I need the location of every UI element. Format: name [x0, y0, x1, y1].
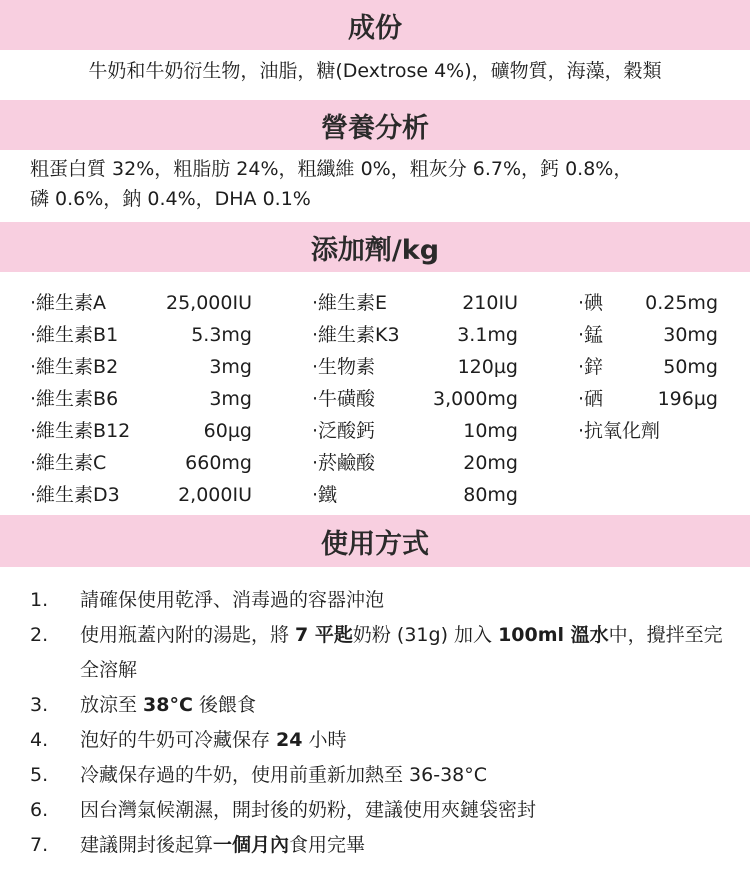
- additive-name: ‧維生素D3: [30, 484, 120, 506]
- additive-row: [30, 287, 252, 319]
- step-text-emphasis: 24: [276, 729, 303, 751]
- additive-value: 10mg: [463, 420, 518, 442]
- additive-row: [312, 479, 518, 511]
- additive-value: 50mg: [663, 356, 718, 378]
- additive-name: ‧鋅: [578, 356, 604, 378]
- usage-step: [30, 688, 730, 723]
- additive-name: ‧維生素E: [312, 292, 388, 314]
- step-text: [80, 723, 730, 758]
- usage-steps: [30, 583, 730, 863]
- additive-name: ‧維生素B1: [30, 324, 119, 346]
- additive-name: ‧牛磺酸: [312, 388, 376, 410]
- additives-column-3: [578, 287, 718, 447]
- additive-value: 196µg: [657, 388, 718, 410]
- additive-value: 60µg: [203, 420, 252, 442]
- step-number: 3.: [30, 694, 49, 716]
- step-number: 7.: [30, 834, 49, 856]
- usage-step: [30, 583, 730, 618]
- additive-row: [30, 319, 252, 351]
- step-text-part: 小時: [302, 729, 347, 751]
- additive-name: ‧維生素C: [30, 452, 107, 474]
- additive-value: 0.25mg: [645, 292, 718, 314]
- nutrition-line-2: 磷 0.6%，鈉 0.4%，DHA 0.1%: [30, 188, 311, 210]
- step-number: 2.: [30, 624, 49, 646]
- step-text-emphasis: 一個月內: [213, 834, 290, 856]
- additive-name: ‧抗氧化劑: [578, 420, 661, 442]
- additive-value: 30mg: [663, 324, 718, 346]
- step-text: [80, 758, 730, 793]
- additive-name: ‧維生素B2: [30, 356, 119, 378]
- additive-row: [30, 479, 252, 511]
- additive-row: [312, 415, 518, 447]
- additive-value: 2,000IU: [178, 484, 252, 506]
- nutrition-text: [30, 154, 730, 214]
- additive-value: 80mg: [463, 484, 518, 506]
- additive-name: ‧生物素: [312, 356, 376, 378]
- additive-name: ‧維生素A: [30, 292, 107, 314]
- additive-value: 660mg: [185, 452, 252, 474]
- additive-row: [578, 415, 718, 447]
- additive-name: ‧菸鹼酸: [312, 452, 376, 474]
- additive-row: [312, 319, 518, 351]
- usage-step: [30, 618, 730, 688]
- additive-row: [312, 383, 518, 415]
- additive-value: 5.3mg: [191, 324, 252, 346]
- step-number: 5.: [30, 764, 49, 786]
- step-text-emphasis: 7 平匙: [295, 624, 353, 646]
- additive-value: 120µg: [457, 356, 518, 378]
- additive-name: ‧鐵: [312, 484, 338, 506]
- step-text-part: 食用完畢: [289, 834, 366, 856]
- step-text-part: 放涼至: [80, 694, 144, 716]
- step-text-part: 使用瓶蓋內附的湯匙，將: [80, 624, 296, 646]
- usage-step: [30, 758, 730, 793]
- usage-step: [30, 828, 730, 863]
- step-text-part: 泡好的牛奶可冷藏保存: [80, 729, 277, 751]
- additive-value: 210IU: [462, 292, 518, 314]
- usage-heading: 使用方式: [0, 515, 750, 567]
- step-text-part: 請確保使用乾淨、消毒過的容器沖泡: [80, 589, 385, 611]
- step-text-part: 因台灣氣候潮濕，開封後的奶粉，建議使用夾鏈袋密封: [80, 799, 537, 821]
- step-number: 4.: [30, 729, 49, 751]
- additives-column-1: [30, 287, 252, 511]
- additives-heading: 添加劑/kg: [0, 222, 750, 272]
- additive-name: ‧碘: [578, 292, 604, 314]
- additive-row: [312, 351, 518, 383]
- additives-column-2: [312, 287, 518, 511]
- step-text-part: 奶粉 (31g) 加入: [352, 624, 499, 646]
- additive-row: [312, 287, 518, 319]
- step-text: [80, 583, 730, 618]
- additive-row: [30, 351, 252, 383]
- additive-name: ‧維生素B6: [30, 388, 119, 410]
- additive-name: ‧維生素B12: [30, 420, 131, 442]
- ingredients-text: 牛奶和牛奶衍生物，油脂，糖(Dextrose 4%)，礦物質，海藻，穀類: [88, 60, 662, 82]
- ingredients-heading: 成份: [0, 0, 750, 50]
- step-text-emphasis: 38°C: [143, 694, 193, 716]
- additive-row: [312, 447, 518, 479]
- additive-value: 3mg: [209, 388, 252, 410]
- additive-value: 20mg: [463, 452, 518, 474]
- nutrition-heading: 營養分析: [0, 100, 750, 150]
- additive-value: 3,000mg: [433, 388, 518, 410]
- step-text: [80, 688, 730, 723]
- additive-name: ‧錳: [578, 324, 604, 346]
- step-number: 1.: [30, 589, 49, 611]
- additive-value: 25,000IU: [166, 292, 252, 314]
- usage-step: [30, 793, 730, 828]
- additive-row: [578, 383, 718, 415]
- additive-value: 3.1mg: [457, 324, 518, 346]
- additive-name: ‧泛酸鈣: [312, 420, 376, 442]
- additive-value: 3mg: [209, 356, 252, 378]
- additive-name: ‧維生素K3: [312, 324, 400, 346]
- additive-name: ‧硒: [578, 388, 604, 410]
- step-number: 6.: [30, 799, 49, 821]
- step-text-part: 中，攪拌至完全溶解: [80, 624, 723, 681]
- additive-row: [30, 383, 252, 415]
- step-text-part: 後餵食: [192, 694, 256, 716]
- additive-row: [578, 351, 718, 383]
- step-text: [80, 618, 730, 688]
- step-text: [80, 828, 730, 863]
- additive-row: [578, 319, 718, 351]
- additive-row: [30, 447, 252, 479]
- step-text-part: 建議開封後起算: [80, 834, 214, 856]
- additive-row: [30, 415, 252, 447]
- usage-step: [30, 723, 730, 758]
- step-text-part: 冷藏保存過的牛奶，使用前重新加熱至 36-38°C: [80, 764, 488, 786]
- step-text: [80, 793, 730, 828]
- step-text-emphasis: 100ml 溫水: [498, 624, 609, 646]
- additive-row: [578, 287, 718, 319]
- nutrition-line-1: 粗蛋白質 32%，粗脂肪 24%，粗纖維 0%，粗灰分 6.7%，鈣 0.8%，: [30, 158, 633, 180]
